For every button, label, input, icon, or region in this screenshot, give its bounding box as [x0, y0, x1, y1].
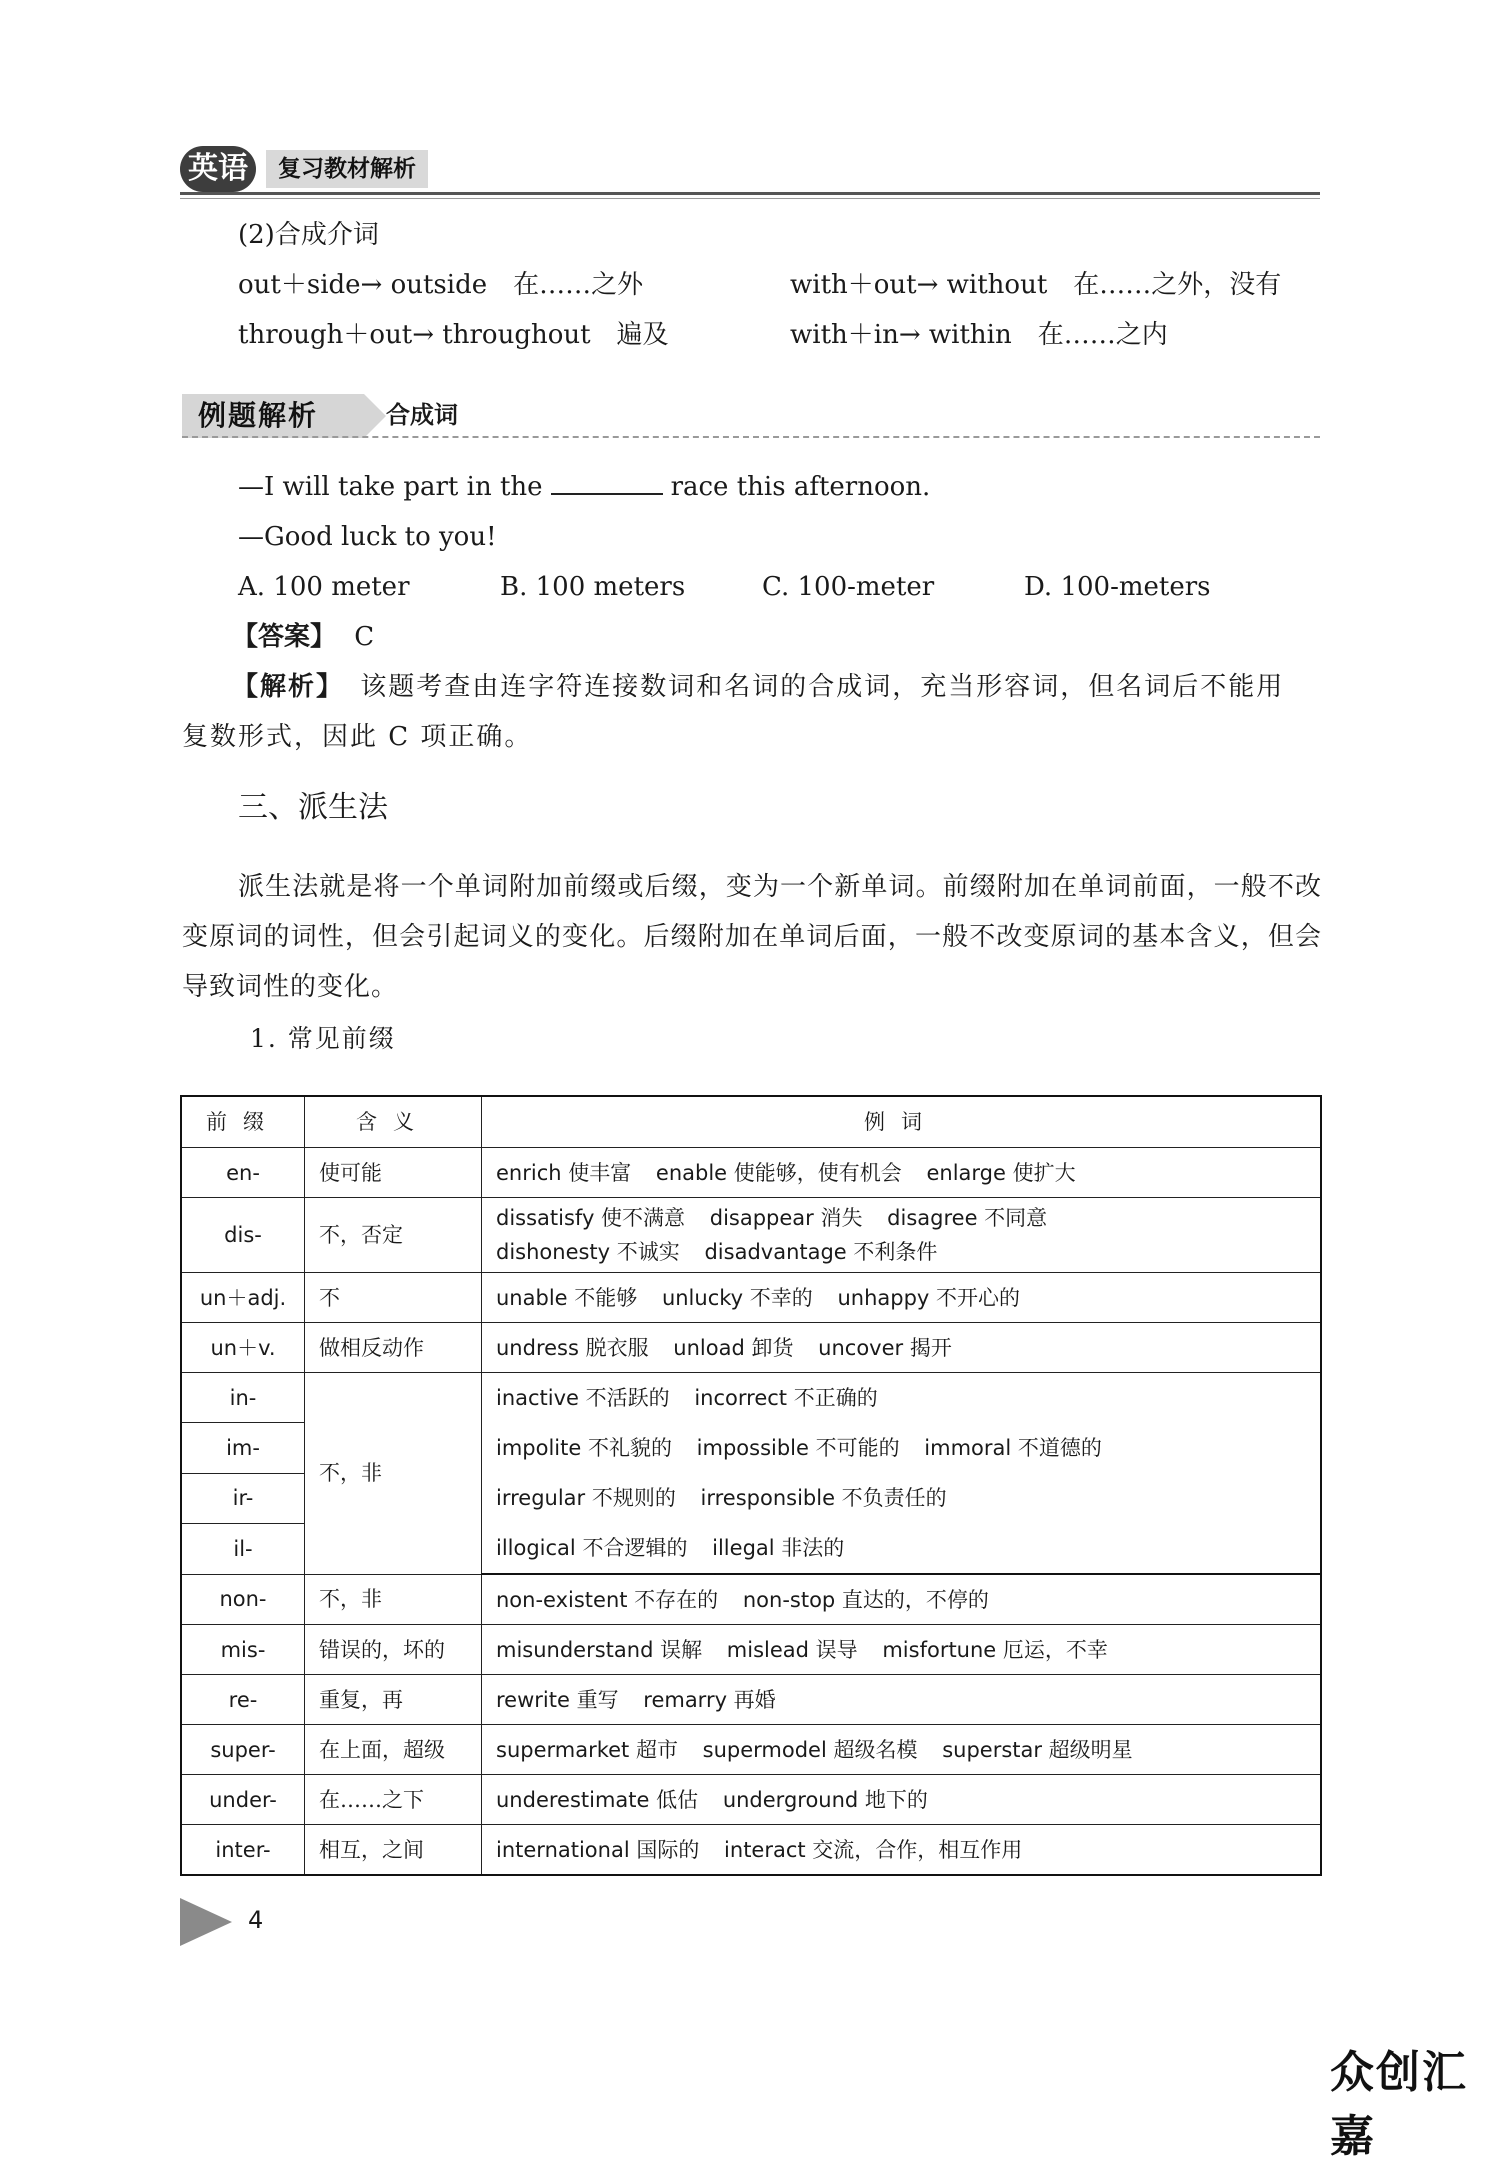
example-word: undress 脱衣服	[496, 1335, 649, 1360]
option-d: D. 100-meters	[1024, 572, 1211, 602]
example-word: international 国际的	[496, 1837, 700, 1862]
prefix-cell: re-	[181, 1675, 305, 1725]
example-word: mislead 误导	[726, 1637, 858, 1662]
subject-badge: 英语	[180, 146, 256, 192]
example-word: illegal 非法的	[712, 1536, 845, 1560]
answer-label: 【答案】	[232, 622, 337, 652]
table-row	[181, 1373, 1321, 1423]
prefix-cell: ir-	[181, 1473, 305, 1523]
prefix-cell: non-	[181, 1574, 305, 1625]
example-word: enlarge 使扩大	[926, 1160, 1076, 1185]
prefix-cell: mis-	[181, 1625, 305, 1675]
examples-cell	[482, 1725, 1322, 1775]
examples-cell	[482, 1675, 1322, 1725]
analysis-label: 【解析】	[232, 672, 345, 702]
example-word: disadvantage 不利条件	[704, 1240, 938, 1264]
table-row	[181, 1148, 1321, 1198]
analysis-line-2: 复数形式，因此 C 项正确。	[182, 722, 533, 752]
example-word: supermarket 超市	[496, 1737, 678, 1762]
example-word: remarry 再婚	[643, 1687, 776, 1712]
prefix-cell: un＋v.	[181, 1323, 305, 1373]
examples-cell	[482, 1148, 1322, 1198]
table-row	[181, 1574, 1321, 1625]
answer-line	[232, 620, 374, 654]
example-word: dissatisfy 使不满意	[496, 1206, 686, 1230]
example-word: non-existent 不存在的	[496, 1587, 719, 1612]
page-number: 4	[248, 1906, 264, 1934]
example-word: underground 地下的	[722, 1787, 928, 1812]
meaning-cell: 在……之下	[305, 1775, 482, 1825]
prefix-table	[180, 1095, 1322, 1876]
example-word: irresponsible 不负责任的	[700, 1486, 947, 1510]
example-word: illogical 不合逻辑的	[496, 1536, 688, 1560]
table-row	[181, 1198, 1321, 1273]
prefix-cell: en-	[181, 1148, 305, 1198]
section-title: 三、派生法	[238, 790, 388, 825]
compound-prep-row-2-left: through＋out→ throughout 遍及	[238, 320, 669, 350]
option-b: B. 100 meters	[500, 572, 686, 602]
prefix-cell: dis-	[181, 1198, 305, 1273]
meaning-cell: 不，非	[305, 1574, 482, 1625]
prefix-cell: super-	[181, 1725, 305, 1775]
example-word: rewrite 重写	[496, 1687, 619, 1712]
example-word: enrich 使丰富	[496, 1160, 632, 1185]
compound-prep-heading: (2)合成介词	[238, 220, 379, 250]
example-title: 合成词	[386, 401, 458, 429]
example-word: uncover 揭开	[818, 1335, 952, 1360]
meaning-cell: 相互，之间	[305, 1825, 482, 1876]
prefix-cell: under-	[181, 1775, 305, 1825]
header-meaning: 含义	[305, 1096, 482, 1148]
table-row	[181, 1273, 1321, 1323]
question-line-1-after: race this afternoon.	[670, 472, 931, 502]
table-row	[181, 1775, 1321, 1825]
option-a: A. 100 meter	[238, 572, 410, 602]
answer-blank	[551, 471, 663, 495]
examples-cell	[482, 1574, 1322, 1625]
example-word: underestimate 低估	[496, 1787, 699, 1812]
example-word: inactive 不活跃的	[496, 1386, 670, 1410]
table-row	[181, 1825, 1321, 1876]
example-word: irregular 不规则的	[496, 1486, 676, 1510]
examples-cell	[482, 1323, 1322, 1373]
examples-cell	[482, 1198, 1322, 1273]
examples-cell	[482, 1373, 1322, 1575]
meaning-cell: 重复，再	[305, 1675, 482, 1725]
example-word: incorrect 不正确的	[694, 1386, 878, 1410]
example-word: enable 使能够，使有机会	[655, 1160, 902, 1185]
meaning-cell: 不，否定	[305, 1198, 482, 1273]
table-header-row	[181, 1096, 1321, 1148]
meaning-cell: 做相反动作	[305, 1323, 482, 1373]
answer-value: C	[354, 622, 375, 652]
example-word: supermodel 超级名模	[702, 1737, 918, 1762]
meaning-cell: 错误的，坏的	[305, 1625, 482, 1675]
compound-prep-row-1-left: out＋side→ outside 在……之外	[238, 270, 644, 300]
analysis-line-1	[232, 670, 1284, 704]
example-divider	[182, 436, 1320, 438]
page-arrow-icon	[180, 1898, 232, 1946]
header-prefix: 前缀	[181, 1096, 305, 1148]
meaning-cell: 不	[305, 1273, 482, 1323]
examples-cell	[482, 1625, 1322, 1675]
example-tag-arrow	[364, 394, 386, 438]
table-row	[181, 1725, 1321, 1775]
analysis-text-1: 该题考查由连字符连接数词和名词的合成词，充当形容词，但名词后不能用	[360, 672, 1285, 702]
example-word: unable 不能够	[496, 1285, 638, 1310]
table-row	[181, 1675, 1321, 1725]
example-word: disappear 消失	[709, 1206, 863, 1230]
prefix-cell: inter-	[181, 1825, 305, 1876]
examples-cell	[482, 1273, 1322, 1323]
example-word: immoral 不道德的	[924, 1436, 1102, 1460]
example-word: unhappy 不开心的	[837, 1285, 1021, 1310]
meaning-cell: 在上面，超级	[305, 1725, 482, 1775]
example-word: non-stop 直达的，不停的	[742, 1587, 989, 1612]
example-word: disagree 不同意	[887, 1206, 1048, 1230]
example-word: misunderstand 误解	[496, 1637, 703, 1662]
question-line-1	[238, 470, 930, 504]
prefix-cell: im-	[181, 1423, 305, 1473]
question-line-1-before: —I will take part in the	[238, 472, 543, 502]
example-tag: 例题解析	[182, 394, 364, 438]
meaning-cell: 使可能	[305, 1148, 482, 1198]
header-rule	[180, 192, 1320, 195]
compound-prep-row-2-right: with＋in→ within 在……之内	[790, 320, 1168, 350]
compound-prep-row-1-right: with＋out→ without 在……之外，没有	[790, 270, 1282, 300]
section-subheading: 1. 常见前缀	[250, 1024, 396, 1053]
example-word: unload 卸货	[673, 1335, 794, 1360]
prefix-cell: il-	[181, 1524, 305, 1574]
prefix-cell: un＋adj.	[181, 1273, 305, 1323]
example-word: misfortune 厄运，不幸	[882, 1637, 1108, 1662]
header-examples: 例词	[482, 1096, 1322, 1148]
meaning-cell: 不，非	[305, 1373, 482, 1575]
table-row	[181, 1323, 1321, 1373]
table-row	[181, 1625, 1321, 1675]
watermark: 众创汇嘉	[1330, 2047, 1468, 2162]
example-word: interact 交流，合作，相互作用	[724, 1837, 1023, 1862]
examples-cell	[482, 1825, 1322, 1876]
header-rule-thin	[180, 198, 1320, 199]
example-word: dishonesty 不诚实	[496, 1240, 680, 1264]
example-word: superstar 超级明星	[942, 1737, 1133, 1762]
prefix-cell: in-	[181, 1373, 305, 1423]
example-word: unlucky 不幸的	[661, 1285, 813, 1310]
section-paragraph: 派生法就是将一个单词附加前缀或后缀，变为一个新单词。前缀附加在单词前面，一般不改变原词的词性，但会引起词义的变化。后缀附加在单词后面，一般不改变原词的基本含义，但会导致词性的变化。	[182, 872, 1322, 1002]
question-line-2: —Good luck to you!	[238, 522, 497, 552]
examples-cell	[482, 1775, 1322, 1825]
example-word: impossible 不可能的	[696, 1436, 900, 1460]
example-word: impolite 不礼貌的	[496, 1436, 672, 1460]
header-subtitle: 复习教材解析	[266, 150, 428, 188]
option-c: C. 100-meter	[762, 572, 935, 602]
